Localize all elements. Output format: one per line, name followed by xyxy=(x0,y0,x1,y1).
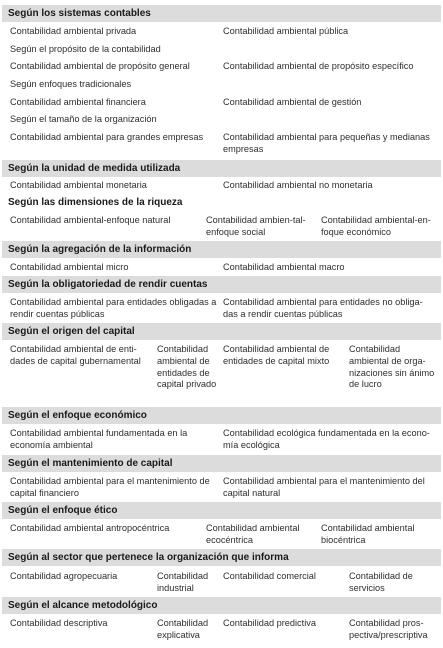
table-cell: Contabilidad ambiental de enti-dades de capital gubernamental xyxy=(10,344,141,366)
table-cell: Contabilidad ambiental de gestión xyxy=(223,97,362,107)
table-cell: Contabilidad ambiental de propósito específico xyxy=(223,61,414,71)
table-cell: Contabilidad explicativa xyxy=(157,618,209,640)
table-cell: Contabilidad ecológica fundamentada en la econo-mía ecológica xyxy=(223,428,430,450)
table-cell: Contabilidad ambiental de entidades de capital privado xyxy=(157,344,217,390)
table-cell: Contabilidad ambiental-en-foque económico xyxy=(321,215,431,237)
table-cell: Contabilidad ambiental-enfoque natural xyxy=(10,215,171,225)
table-cell: Contabilidad ambiental financiera xyxy=(10,97,146,107)
section-header: Según el alcance metodológico xyxy=(2,597,441,614)
section-header: Según la unidad de medida utilizada xyxy=(2,160,441,177)
subheading-cell: Según enfoques tradicionales xyxy=(10,79,132,89)
table-cell: Contabilidad comercial xyxy=(223,571,316,581)
table-cell: Contabilidad ambiental de entidades de capital mixto xyxy=(223,344,330,366)
table-cell: Contabilidad ambiental monetaria xyxy=(10,180,147,190)
table-cell: Contabilidad ambiental de orga-nizaciones sin ánimo de lucro xyxy=(349,344,435,390)
table-cell: Contabilidad ambiental de propósito general xyxy=(10,61,190,71)
section-header: Según al sector que pertenece la organización que informa xyxy=(2,549,441,566)
table-cell: Contabilidad ambiental no monetaria xyxy=(223,180,373,190)
table-cell: Contabilidad ambiental micro xyxy=(10,262,129,272)
section-header: Según la obligatoriedad de rendir cuentas xyxy=(2,276,441,293)
table-cell: Contabilidad ambiental para pequeñas y medianas empresas xyxy=(223,132,430,154)
section-header: Según el enfoque económico xyxy=(2,407,441,424)
section-header: Según el origen del capital xyxy=(2,323,441,340)
section-header: Según el enfoque ético xyxy=(2,502,441,519)
table-cell: Contabilidad ambiental para el mantenimiento de capital financiero xyxy=(10,476,210,498)
section-header: Según las dimensiones de la riqueza xyxy=(8,197,183,208)
subheading-cell: Según el propósito de la contabilidad xyxy=(10,44,161,54)
subheading-cell: Según el tamaño de la organización xyxy=(10,114,157,124)
table-cell: Contabilidad ambiental para entidades no obliga-das a rendir cuentas públicas xyxy=(223,297,423,319)
table-cell: Contabilidad ambiental para grandes empresas xyxy=(10,132,204,142)
table-cell: Contabilidad industrial xyxy=(157,571,209,593)
table-cell: Contabilidad pros-pectiva/prescriptiva xyxy=(349,618,428,640)
table-cell: Contabilidad predictiva xyxy=(223,618,316,628)
table-cell: Contabilidad ambiental ecocéntrica xyxy=(206,523,300,545)
table-cell: Contabilidad ambiental antropocéntrica xyxy=(10,523,170,533)
table-cell: Contabilidad ambiental para el mantenimiento del capital natural xyxy=(223,476,425,498)
section-header: Según la agregación de la información xyxy=(2,241,441,258)
table-cell: Contabilidad ambiental biocéntrica xyxy=(321,523,415,545)
table-cell: Contabilidad ambiental para entidades obligadas a rendir cuentas públicas xyxy=(10,297,217,319)
table-cell: Contabilidad descriptiva xyxy=(10,618,108,628)
table-cell: Contabilidad ambiental macro xyxy=(223,262,345,272)
table-cell: Contabilidad ambiental fundamentada en la economía ambiental xyxy=(10,428,188,450)
table-cell: Contabilidad ambien-tal-enfoque social xyxy=(206,215,306,237)
table-cell: Contabilidad ambiental pública xyxy=(223,26,349,36)
table-cell: Contabilidad agropecuaria xyxy=(10,571,118,581)
section-header: Según los sistemas contables xyxy=(2,5,441,22)
table-cell: Contabilidad de servicios xyxy=(349,571,413,593)
table-cell: Contabilidad ambiental privada xyxy=(10,26,137,36)
section-header: Según el mantenimiento de capital xyxy=(2,455,441,472)
